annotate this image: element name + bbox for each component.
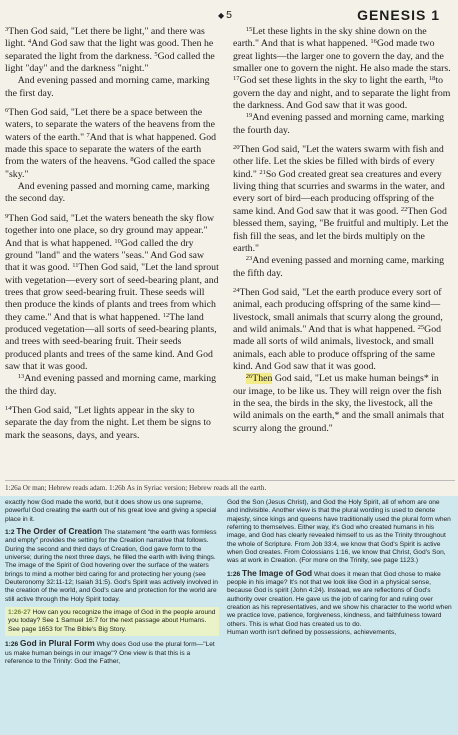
verse-paragraph: $^{13}$And evening passed and morning came, marking the third day. <box>5 373 217 397</box>
verse-paragraph: $^{14}$Then God said, "Let lights appear in the sky to separate the day from the night. Let them be signs to mark the seasons, days, and years. <box>5 404 211 441</box>
diamond-icon: ◆ <box>218 11 225 20</box>
verse-paragraph: $^{24}$Then God said, "Let the earth produce every sort of animal, each producing offspring of the same kind—livestock, small animals that scurry along the ground, and wild animals." And that is what happened. $^{25}$God made all sorts of wild animals, livestock, and small animals, each able to produce offspring of the same kind. And God saw that it was good. <box>233 286 443 372</box>
study-note: 1:26 The Image of God What does it mean that God chose to make people in his image? It's not that we look like God in a physical sense, because God is spirit (John 4:24). Instead, we are reflections of God's authority over creation. He gave us the job of caring for and ruling over creation as his representatives, and we show his character to the world when we practice love, patience, forgiveness, kindness, and faithfulness toward others. This is what God has created us to do. <box>227 567 452 628</box>
study-column-right <box>227 499 452 638</box>
page-number-value: 5 <box>226 9 232 21</box>
page-number <box>218 9 232 21</box>
verse-paragraph: $^6$Then God said, "Let there be a space between the waters, to separate the waters of the heavens from the waters of the earth." $^7$And that is what happened. God made this space to separate the waters of the earth from the waters of the heavens. $^8$God called the space "sky." <box>5 107 217 180</box>
verse-paragraph: $^{15}$Let these lights in the sky shine down on the earth." And that is what happened. $^{16}$God made two great lights—the larger one to govern the day, and the smaller one to govern the night. He also made the stars. $^{17}$God set these lights in the sky to light the earth, $^{18}$to govern the day and night, and to separate the light from the darkness. And God saw that it was good. <box>233 26 451 112</box>
study-note: 1:26 God in Plural Form Why does God use the plural form—"Let us make human beings in our image"? One view is that this is a reference to the Trinity: God the Father, <box>5 638 215 665</box>
reflection-question: 1:26-27 How can you recognize the image of God in the people around you today? See 1 Samuel 16:7 for the next passage about Humans. See page 1653 for The Bible's Big Story. <box>5 607 219 636</box>
scripture-column-left <box>5 26 220 442</box>
verse-paragraph: And evening passed and morning came, marking the second day. <box>5 181 210 205</box>
study-note: 1:2 The Order of Creation The statement "the earth was formless and empty" provides the setting for the Creation narrative that follows. During the second and third days of Creation, God gave form to the universe; during the next three days, he filled the earth with living things. The image of the Spirit of God hovering over the surface of the waters brings to mind a mother bird caring for and protecting her young (see Deuteronomy 32:11-12; Isaiah 31:5). God's Spirit was actively involved in the creation of the world, and God's care and protection for the world are still active through the Holy Spirit today. <box>5 526 218 603</box>
verse-paragraph: And evening passed and morning came, marking the first day. <box>5 75 210 99</box>
verse-paragraph: $^{19}$And evening passed and morning came, marking the fourth day. <box>233 112 445 136</box>
verse-paragraph: $^{20}$Then God said, "Let the waters swarm with fish and other life. Let the skies be filled with birds of every kind." $^{21}$So God created great sea creatures and every living thing that scurries and swarms in the water, and every sort of bird—each producing offspring of the same kind. And God saw that it was good. $^{22}$Then God blessed them, saying, "Be fruitful and multiply. Let the fish fill the seas, and let the birds multiply on the earth." <box>233 144 449 254</box>
study-note: exactly how God made the world, but it does show us one supreme, powerful God creating the earth out of his great love and giving a special place in it. <box>5 499 217 523</box>
study-note: God the Son (Jesus Christ), and God the Holy Spirit, all of whom are one and indivisible. Another view is that the plural wording is used to denote majesty, since kings and queens have traditionally used the plural form when referring to themselves. Either way, it's God who created humans in his image, and God has clearly revealed himself to us as the Trinity throughout the whole of Scripture. From Job 33:4, we know that God's Spirit is active when God creates. From Colossians 1:16, we know that Christ, God's Son, was at work in Creation. (For more on the Trinity, see page 1123.) <box>227 499 451 565</box>
footnotes: 1:26a Or man; Hebrew reads adam. 1:26b As in Syriac version; Hebrew reads all the earth. <box>5 480 455 493</box>
verse-paragraph: $^9$Then God said, "Let the waters beneath the sky flow together into one place, so dry ground may appear." And that is what happened. $^{10}$God called the dry ground "land" and the waters "seas." And God saw that it was good. $^{11}$Then God said, "Let the land sprout with vegetation—every sort of seed-bearing plant, and trees that grow seed-bearing fruit. These seeds will then produce the kinds of plants and trees from which they came." And that is what happened. $^{12}$The land produced vegetation—all sorts of seed-bearing plants, and trees with seed-bearing fruit. Their seeds produced plants and trees of the same kind. And God saw that it was good. <box>5 212 219 372</box>
verse-paragraph: $^{23}$And evening passed and morning came, marking the fifth day. <box>233 255 445 279</box>
verse-paragraph: $^3$Then God said, "Let there be light," and there was light. $^4$And God saw that the light was good. Then he separated the light from the darkness. $^5$God called the light "day" and the darkness "night." <box>5 26 215 75</box>
verse-paragraph: $^{26}$Then God said, "Let us make human beings* in our image, to be like us. They will reign over the fish in the sea, the birds in the sky, the livestock, all the wild animals on the earth,* and the small animals that scurry along the ground." <box>233 373 445 434</box>
scripture-column-right <box>233 26 451 435</box>
page-header <box>0 4 458 28</box>
study-note: Human worth isn't defined by possessions, achievements, <box>227 629 397 637</box>
study-column-left <box>5 499 219 666</box>
study-notes-panel <box>0 496 458 735</box>
book-chapter-title: GENESIS 1 <box>357 7 440 23</box>
